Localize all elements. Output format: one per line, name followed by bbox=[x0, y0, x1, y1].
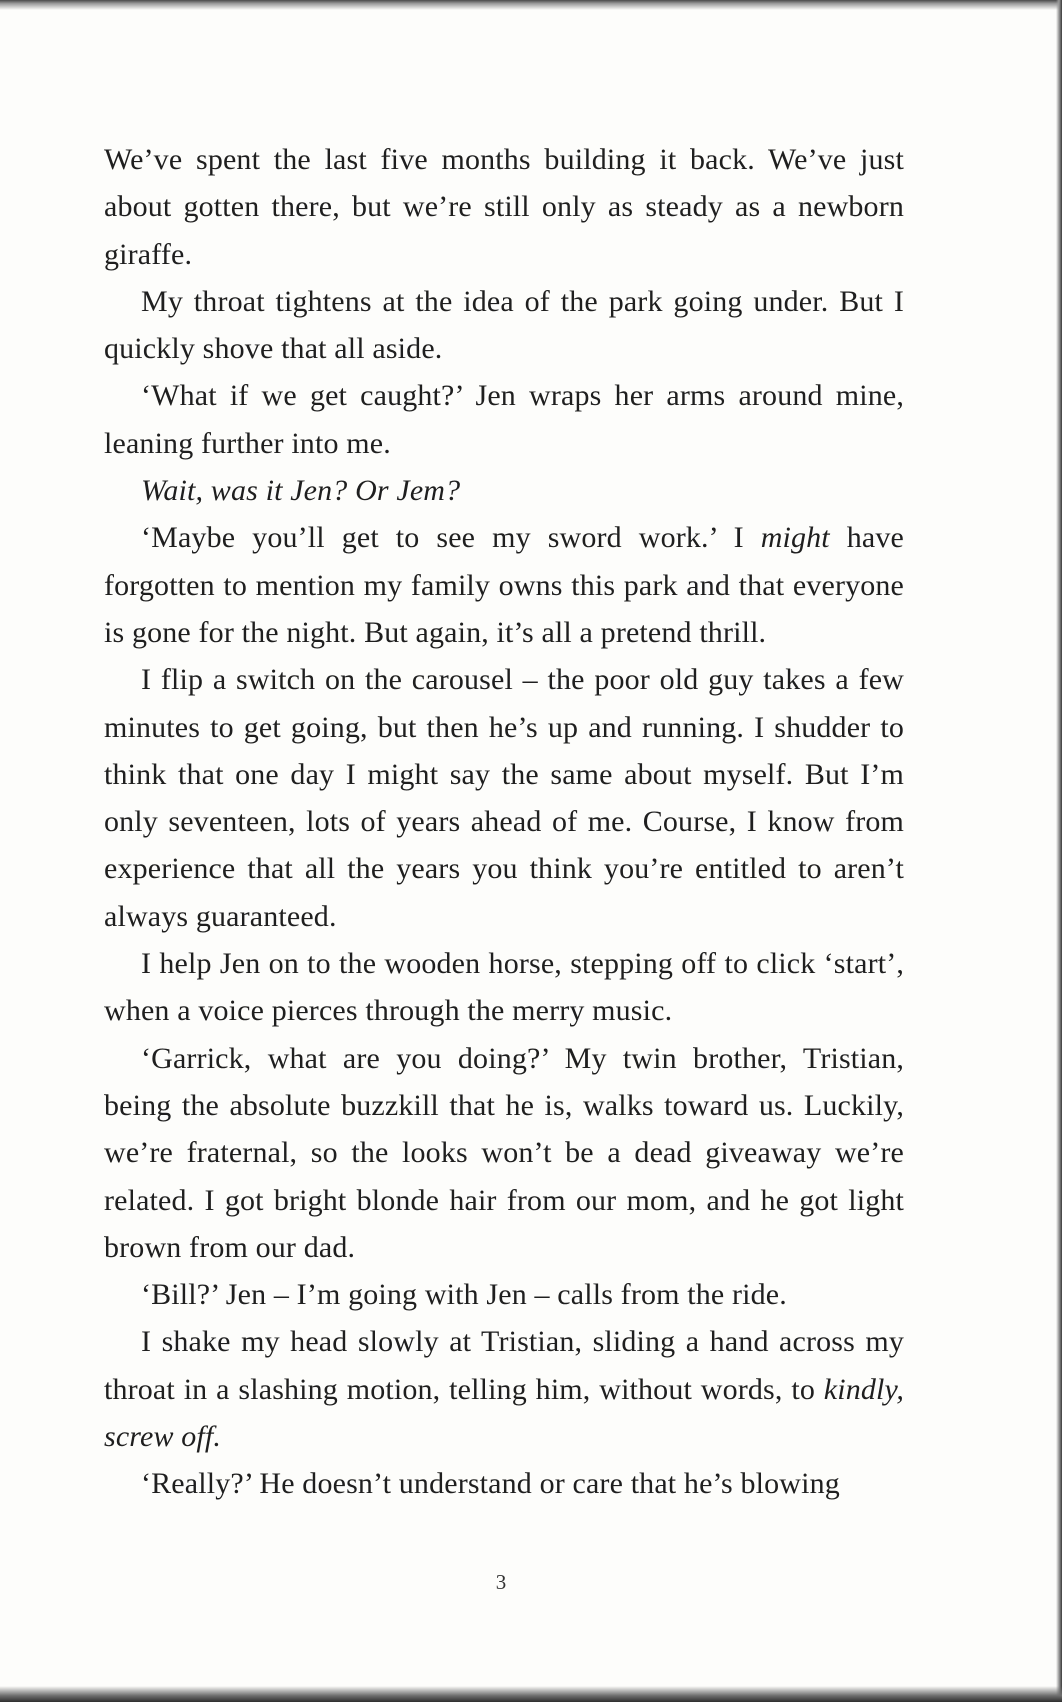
text-segment: My throat tightens at the idea of the park going under. But I quickly shove that all aside. bbox=[104, 284, 904, 366]
paragraph bbox=[104, 1271, 904, 1318]
text-segment: ‘What if we get caught?’ Jen wraps her arms around mine, leaning further into me. bbox=[104, 379, 904, 460]
italic-text-segment: might bbox=[760, 521, 830, 555]
paragraph bbox=[104, 136, 904, 278]
paragraph bbox=[104, 514, 904, 656]
italic-text-segment: Wait, was it Jen? Or Jem? bbox=[141, 474, 461, 508]
paragraph bbox=[104, 656, 904, 940]
paragraph bbox=[104, 1035, 904, 1271]
paragraph bbox=[104, 467, 904, 514]
paragraph bbox=[104, 1460, 904, 1507]
text-segment: have forgotten to mention my family owns this park and that everyone is gone for the night. But again, it’s all a pretend thrill. bbox=[104, 521, 904, 649]
page-top-edge-shadow bbox=[0, 0, 1062, 10]
text-segment: ‘Really?’ He doesn’t understand or care that he’s blowing bbox=[141, 1467, 840, 1501]
page-right-edge-shadow bbox=[1056, 0, 1062, 1702]
page-bottom-edge-shadow bbox=[0, 1686, 1062, 1702]
paragraph bbox=[104, 278, 904, 373]
paragraph bbox=[104, 1318, 904, 1460]
paragraph bbox=[104, 372, 904, 467]
text-segment: ‘Garrick, what are you doing?’ My twin brother, Tristian, being the absolute buzzkill that he is, walks toward us. Luckily, we’re fraternal, so the looks won’t be a dead giveaway we’re related. I got bright blonde hair from our mom, and he got light brown from our dad. bbox=[104, 1041, 904, 1264]
page-number: 3 bbox=[495, 1570, 507, 1594]
text-segment: I shake my head slowly at Tristian, sliding a hand across my throat in a slashing motion, telling him, without words, to bbox=[104, 1325, 904, 1406]
text-segment: I help Jen on to the wooden horse, stepping off to click ‘start’, when a voice pierces through the merry music. bbox=[104, 947, 904, 1028]
text-segment: We’ve spent the last five months building it back. We’ve just about gotten there, but we’re still only as steady as a newborn giraffe. bbox=[104, 143, 904, 271]
text-segment: ‘Maybe you’ll get to see my sword work.’ I bbox=[141, 521, 761, 555]
paragraph bbox=[104, 940, 904, 1035]
text-segment: I flip a switch on the carousel – the poor old guy takes a few minutes to get going, but then he’s up and running. I shudder to think that one day I might say the same about myself. But I’m only seventeen, lots of years ahead of me. Course, I know from experience that all the years you think you’re entitled to aren’t always guaranteed. bbox=[104, 663, 904, 933]
body-text bbox=[104, 136, 904, 1508]
italic-text-segment: kindly, screw off. bbox=[104, 1372, 904, 1454]
text-segment: ‘Bill?’ Jen – I’m going with Jen – calls from the ride. bbox=[141, 1278, 787, 1312]
